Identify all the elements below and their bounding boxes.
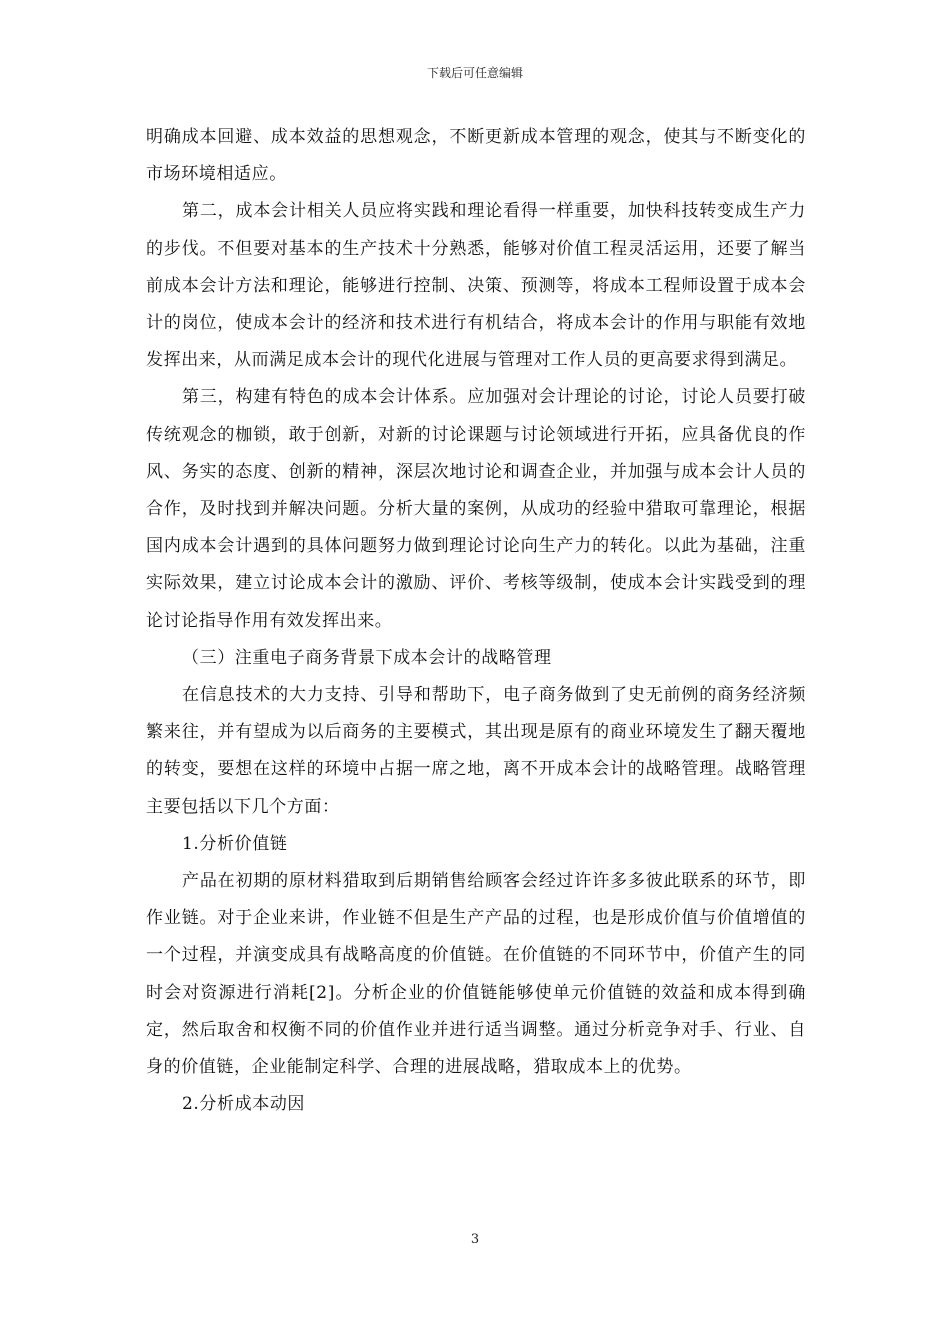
section-heading-strategic-management: （三）注重电子商务背景下成本会计的战略管理 <box>182 647 552 668</box>
paragraph-third-point: 第三，构建有特色的成本会计体系。应加强对会计理论的讨论，讨论人员要打破传统观念的枷锁，敢于创新，对新的讨论课题与讨论领域进行开拓，应具备优良的作风、务实的态度、创新的精神，深层次地讨论和调查企业，并加强与成本会计人员的合作，及时找到并解决问题。分析大量的案例，从成功的经验中猎取可靠理论，根据国内成本会计遇到的具体问题努力做到理论讨论向生产力的转化。以此为基础，注重实际效果，建立讨论成本会计的激励、评价、考核等级制，使成本会计实践受到的理论讨论指导作用有效发挥出来。 <box>146 387 806 631</box>
paragraph-second-point: 第二，成本会计相关人员应将实践和理论看得一样重要，加快科技转变成生产力的步伐。不但要对基本的生产技术十分熟悉，能够对价值工程灵活运用，还要了解当前成本会计方法和理论，能够进行控制、决策、预测等，将成本工程师设置于成本会计的岗位，使成本会计的经济和技术进行有机结合，将成本会计的作用与职能有效地发挥出来，从而满足成本会计的现代化进展与管理对工作人员的更高要求得到满足。 <box>146 201 806 371</box>
paragraph-continuation: 明确成本回避、成本效益的思想观念，不断更新成本管理的观念，使其与不断变化的市场环境相适应。 <box>146 127 806 185</box>
page-number: 3 <box>470 1232 480 1247</box>
subheading-value-chain: 1.分析价值链 <box>182 833 288 854</box>
paragraph-value-chain: 产品在初期的原材料猎取到后期销售给顾客会经过许许多多彼此联系的环节，即作业链。对于企业来讲，作业链不但是生产产品的过程，也是形成价值与价值增值的一个过程，并演变成具有战略高度的价值链。在价值链的不同环节中，价值产生的同时会对资源进行消耗[2]。分析企业的价值链能够使单元价值链的效益和成本得到确定，然后取舍和权衡不同的价值作业并进行适当调整。通过分析竞争对手、行业、自身的价值链，企业能制定科学、合理的进展战略，猎取成本上的优势。 <box>146 871 806 1078</box>
subheading-cost-drivers: 2.分析成本动因 <box>182 1094 306 1115</box>
document-body <box>146 119 806 1123</box>
paragraph-ecommerce-intro: 在信息技术的大力支持、引导和帮助下，电子商务做到了史无前例的商务经济频繁来往，并有望成为以后商务的主要模式，其出现是原有的商业环境发生了翻天覆地的转变，要想在这样的环境中占据一席之地，离不开成本会计的战略管理。战略管理主要包括以下几个方面： <box>146 685 806 817</box>
page-header: 下载后可任意编辑 <box>426 66 523 80</box>
